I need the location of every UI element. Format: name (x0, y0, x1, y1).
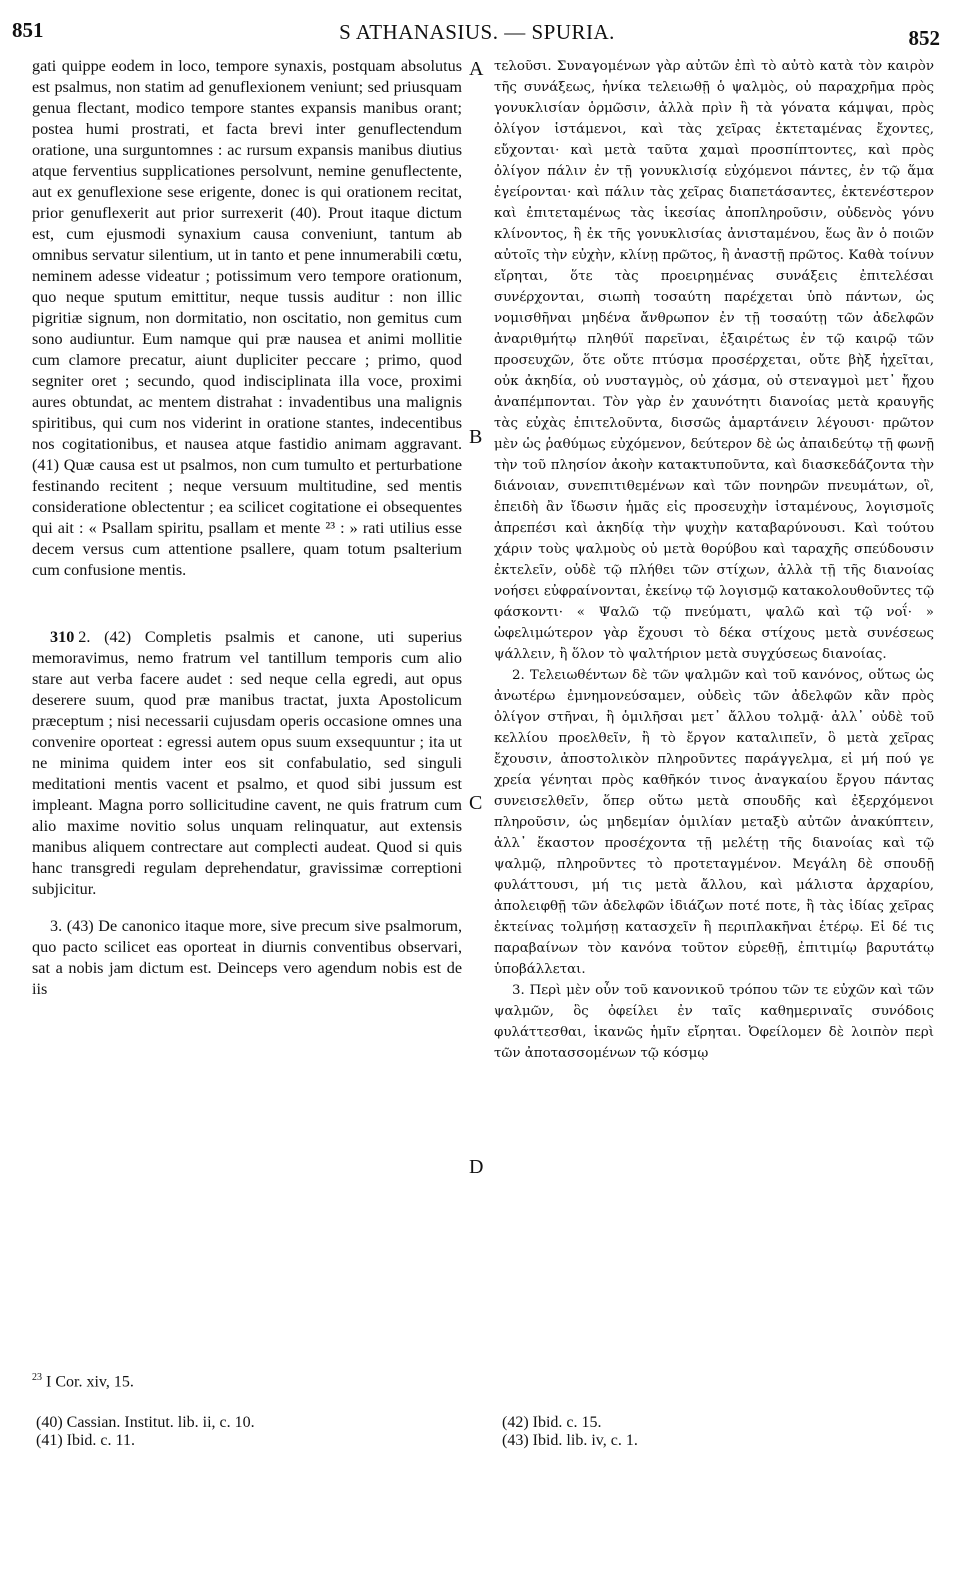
latin-column (32, 56, 462, 1000)
greek-column (494, 56, 934, 1064)
footnote-40: (40) Cassian. Institut. lib. ii, c. 10. (36, 1414, 255, 1431)
footnotes-left (36, 1414, 255, 1450)
column-marker-c: C (469, 792, 483, 814)
greek-paragraph-2: 2. Τελειωθέντων δὲ τῶν ψαλμῶν καὶ τοῦ κανόνος, οὕτως ὡς ἀνωτέρω ἐμνημονεύσαμεν, οὐδεὶς τῶν ἀδελφῶν κἂν πρὸς ὀλίγον στῆναι, ἢ ὁμιλῆσαι μετ᾽ ἄλλου τολμᾷ· ἀλλ᾽ οὐδὲ τοῦ κελλίου προελθεῖν, ἢ τὸ ἔργον καταλιπεῖν, ὃ μετὰ χεῖρας ἔχουσιν, ἀποστολικὸν πληροῦντες παράγγελμα, εἰ μή πού γε χρεία γένηται πρὸς καθῆκόν τινος ἀναγκαίου ἔργου πάντας συνεισελθεῖν, ὅπερ οὕτω μετὰ σπουδῆς καὶ ἐξερχόμενοι πληροῦσιν, ὡς μηδεμίαν ὁμιλίαν μεταξὺ αὐτῶν ἀνακύπτειν, ἀλλ᾽ ἕκαστον προσέχοντα τῇ μελέτῃ τῆς διανοίας καὶ τῷ ψαλμῷ, πληροῦντες τὸ προτεταγμένον. Μεγάλη δὲ σπουδῇ φυλάττουσι, μή τις μετὰ ἄλλου, καὶ μάλιστα ἀρχαρίου, ἀπολειφθῇ τῶν ἀδελφῶν ἰδιάζων ποτέ ποτε, ἢ τὰς ἰδίας χεῖρας ἐκτείνας τολμήσῃ κατασχεῖν ἢ περιπλακῆναι ἑτέρῳ. Εἰ δέ τις παραβαίνων τὸν κανόνα τοῦτον εὑρεθῇ, ἐπιτιμίῳ βαρυτάτῳ ὑποβάλλεται. (494, 668, 934, 977)
page-title: S ATHANASIUS. — SPURIA. (339, 20, 615, 44)
page-number-right: 852 (908, 26, 940, 50)
latin-paragraph-2-text: 2. (42) Completis psalmis et canone, uti superius memoravimus, nemo fratrum vel tantillum temporis cum alio stare aut verba facere audet : sed neque cella egredi, aut opus deserere suum, quod præ manibus tractat, juxta Apostolicum præceptum ; nisi necessarii cujusdam operis occasione omnes una convenire oporteat : egressi autem opus suum exsequuntur ; ita ut ne minima quidem inter eos sit confabulatio, sed singuli meditationi mentis vacent et psalmo, et quod sibi jussum est impleant. Magna porro sollicitudine cavent, ne quis fratrum cum alio maxime novitio solus unquam relinquatur, aut extensis manibus aliquem contrectare aut complecti audeat. Quod si quis hanc transgredi regulam deprehendatur, gravissimæ correptioni subjicitur. (32, 628, 462, 898)
footnote-42: (42) Ibid. c. 15. (502, 1414, 602, 1431)
column-number: 310 (50, 628, 75, 646)
column-marker-d: D (469, 1156, 484, 1178)
footnote-43: (43) Ibid. lib. iv, c. 1. (502, 1432, 638, 1449)
running-header (0, 16, 954, 50)
footnote-41: (41) Ibid. c. 11. (36, 1432, 135, 1449)
column-marker-b: B (469, 426, 483, 448)
scripture-footnote-number: 23 (32, 1372, 42, 1383)
latin-paragraph-1: gati quippe eodem in loco, tempore synaxis, postquam absolutus est psalmus, non statim ad genuflexionem veniunt; sed priusquam genua flectant, modico tempore stantes expansis manibus orant; postea humi prostrati, et facta brevi inter genuflectendum oratione, una surguntomnes : ac rursum expansis manibus diutius atque ferventius supplicationes persolvunt, nemine genuflectente, aut ex genuflexione sese erigente, donec is qui orationem recitat, prior genuflexerit aut prior surrexerit (40). Prout itaque dictum est, cum ejusmodi synaxium causa conveniunt, tantum ab omnibus servatur silentium, ut in tanto et pene innumerabili cœtu, neminem adesse videatur ; potissimum vero tempore orationum, quo neque sputum emittitur, neque tussis auditur : non illic pigritiæ signum, non dormitatio, non oscitatio, non gemitus cum sono audiuntur. Eum namque qui præ nausea et animi mollitie cum clamore precatur, aiunt dupliciter peccare ; primo, quod segniter oret ; secundo, quod indisciplinata illa voce, proximi aures obtundat, ac mentem distrahat : invadentibus una malignis spiritibus, qui cum nos viderint in oratione stantes, indecentibus nos cogitationibus, et nausea atque fastidio animam aggravant. (41) Quæ causa est ut psalmos, non cum tumulto et perturbatione festinando recitent ; neque versuum multitudine, sed mentis consideratione oblectentur ; ea scilicet cogitatione ei obsequentes qui ait : « Psallam spiritu, psallam et mente ²³ : » rati utilius esse decem versus cum attentione psallere, quam totum psalterium cum confusione mentis. (32, 57, 462, 579)
scripture-footnote (32, 1372, 134, 1391)
latin-paragraph-3: 3. (43) De canonico itaque more, sive precum sive psalmorum, quo pacto scilicet eas oporteat in diurnis conventibus observari, sat a nobis jam dictum est. Deinceps vero agendum nobis est de iis (32, 917, 462, 998)
scripture-footnote-text: I Cor. xiv, 15. (46, 1373, 134, 1391)
greek-paragraph-3: 3. Περὶ μὲν οὖν τοῦ κανονικοῦ τρόπου τῶν τε εὐχῶν καὶ τῶν ψαλμῶν, ὃς ὀφείλει ἐν ταῖς καθημεριναῖς συνόδοις φυλάττεσθαι, ἱκανῶς ἡμῖν εἴρηται. Ὀφείλομεν δὲ λοιπὸν περὶ τῶν ἀποτασσομένων τῷ κόσμῳ (494, 983, 934, 1061)
footnotes-right (502, 1414, 638, 1450)
latin-paragraph-2 (32, 627, 462, 900)
column-marker-a: A (469, 58, 484, 80)
greek-paragraph-1: τελοῦσι. Συναγομένων γὰρ αὐτῶν ἐπὶ τὸ αὐτὸ κατὰ τὸν καιρὸν τῆς συνάξεως, ἡνίκα τελειωθῇ ὁ ψαλμὸς, οὐ παραχρῆμα πρὸς γονυκλισίαν ὁρμῶσιν, ἀλλὰ πρὶν ἢ τὰ γόνατα κάμψαι, πρὸς ὀλίγον ἱστάμενοι, καὶ τὰς χεῖρας ἐκτεταμένας ἔχοντες, εὔχονται· καὶ μετὰ ταῦτα χαμαὶ προσπίπτοντες, καὶ πρὸς ὀλίγον πάλιν ἐν τῇ γονυκλισίᾳ εὐχόμενοι πάντες, ἐν τῷ ἅμα ἐγείρονται· καὶ πάλιν τὰς χεῖρας διαπετάσαντες, ἐκτενέστερον καὶ ἐπιτεταμένως τὰς ἱκεσίας ἀποπληροῦσιν, οὐδενὸς γόνυ κλίνοντος, ἢ ἐκ τῆς γονυκλισίας ἀνισταμένου, ἕως ἂν ὁ ποιῶν αὐτοῖς τὴν εὐχὴν, κλίνῃ πρῶτος, ἢ ἀναστῇ πρῶτος. Καθὰ τοίνυν εἴρηται, ὅτε τὰς προειρημένας συνάξεις ἐπιτελέσαι συνέρχονται, σιωπὴ τοσαύτη παρέχεται ὑπὸ πάντων, ὡς νομισθῆναι μηδένα ἄνθρωπον ἐν τῇ τοσαύτῃ τῶν ἀδελφῶν ἀναριθμήτῳ πληθύϊ παρεῖναι, ἐξαιρέτως ἐν τῷ καιρῷ τῶν προσευχῶν, ὅτε οὔτε πτύσμα προσέρχεται, οὔτε βὴξ ἠχεῖται, οὐκ ἀκηδία, οὐ νυσταγμὸς, οὐ χάσμα, οὐ στεναγμοὶ μετ᾽ ἤχου ἀναπέμπονται. Τὸν γὰρ ἐν χαυνότητι διανοίας μετὰ κραυγῆς τὰς εὐχὰς ἐπιτελοῦντα, δισσῶς ἁμαρτάνειν λέγουσι· πρῶτον μὲν ὡς ῥαθύμως εὐχόμενον, δεύτερον δὲ ὡς ἀπαιδεύτῳ τῇ φωνῇ τὴν τοῦ πλησίον ἀκοὴν κατακτυποῦντα, καὶ διασκεδάζοντα τὴν διάνοιαν, συνεπιτιθεμένων καὶ τῶν πονηρῶν πνευμάτων, οἳ, ἐπειδὴ ἂν ἴδωσιν ἡμᾶς εἰς προσευχὴν ἱσταμένους, λογισμοῖς ἀπρεπέσι καὶ ἀκηδίᾳ τὴν ψυχὴν καταβαρύνουσι. Καὶ τούτου χάριν τοὺς ψαλμοὺς οὐ μετὰ θορύβου καὶ ταραχῆς σπεύδουσιν ἐκτελεῖν, οὐδὲ τῷ πλήθει τῶν στίχων, ἀλλὰ τῇ τῆς διανοίας νοήσει εὐφραίνονται, ἐκείνῳ τῷ λογισμῷ κατακολουθοῦντες τῷ φάσκοντι· « Ψαλῶ τῷ πνεύματι, ψαλῶ καὶ τῷ νοΐ· » ὠφελιμώτερον γὰρ ἔχουσι τὸ δέκα στίχους μετὰ συνέσεως ψάλλειν, ἢ ὅλον τὸ ψαλτήριον μετὰ συγχύσεως διανοίας. (494, 59, 934, 662)
page-number-left: 851 (12, 18, 44, 42)
